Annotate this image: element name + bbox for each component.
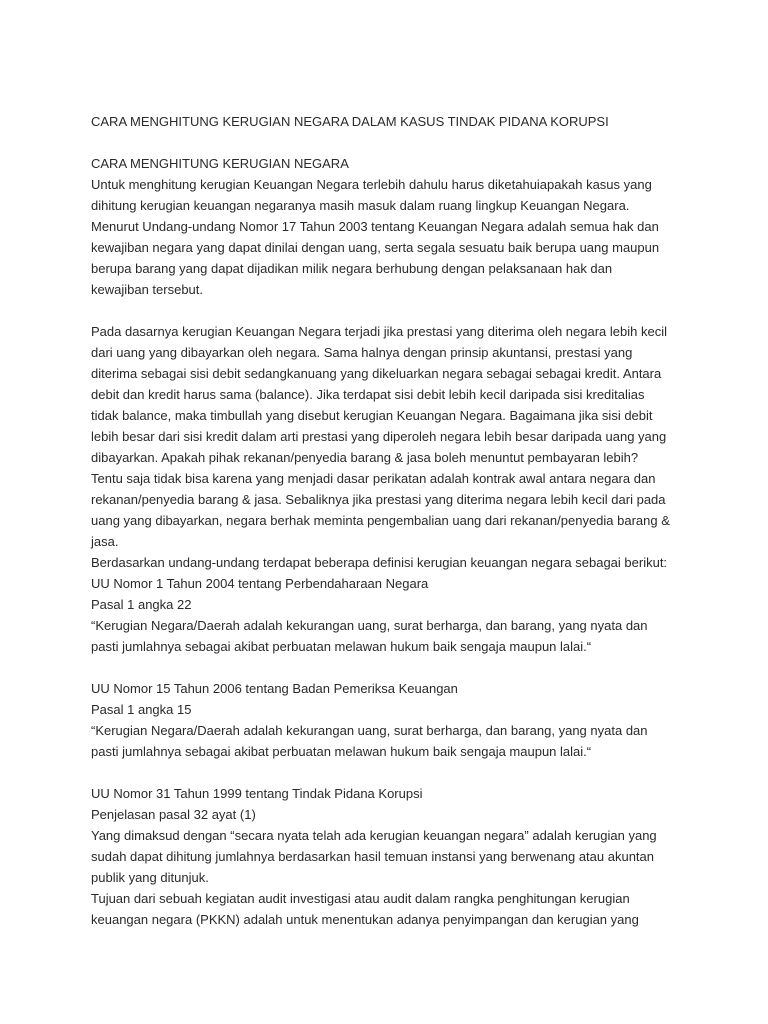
text-line: tidak balance, maka timbullah yang disebut kerugian Keuangan Negara. Bagaimana jika sisi debit — [91, 408, 653, 423]
paragraph-gap — [91, 762, 691, 783]
text-line: keuangan negara (PKKN) adalah untuk menentukan adanya penyimpangan dan kerugian yang — [91, 912, 639, 927]
text-line: berupa barang yang dapat dijadikan milik negara berhubung dengan pelaksanaan hak dan — [91, 261, 613, 276]
paragraph-block-4 — [91, 783, 691, 930]
text-line: Tentu saja tidak bisa karena yang menjadi dasar perikatan adalah kontrak awal antara negara dan — [91, 471, 656, 486]
law-reference: UU Nomor 15 Tahun 2006 tentang Badan Pemeriksa Keuangan — [91, 681, 458, 696]
paragraph-block-3 — [91, 678, 691, 762]
text-line: lebih besar dari sisi kredit dalam arti prestasi yang diperoleh negara lebih besar daripada uang yang — [91, 429, 667, 444]
text-line: Untuk menghitung kerugian Keuangan Negara terlebih dahulu harus diketahuiapakah kasus yang — [91, 177, 652, 192]
paragraph-gap — [91, 657, 691, 678]
section-heading: CARA MENGHITUNG KERUGIAN NEGARA — [91, 156, 349, 171]
text-line: jasa. — [91, 534, 119, 549]
text-line: rekanan/penyedia barang & jasa. Sebaliknya jika prestasi yang diterima negara lebih kecil dari pada — [91, 492, 666, 507]
text-line: dihitung kerugian keuangan negaranya masih masuk dalam ruang lingkup Keuangan Negara. — [91, 198, 630, 213]
document-title: CARA MENGHITUNG KERUGIAN NEGARA DALAM KASUS TINDAK PIDANA KORUPSI — [91, 114, 609, 129]
article-reference: Penjelasan pasal 32 ayat (1) — [91, 807, 256, 822]
text-line: Berdasarkan undang-undang terdapat beberapa definisi kerugian keuangan negara sebagai berikut: — [91, 555, 668, 570]
quoted-definition: “Kerugian Negara/Daerah adalah kekurangan uang, surat berharga, dan barang, yang nyata dan — [91, 618, 648, 633]
text-line: kewajiban negara yang dapat dinilai dengan uang, serta segala sesuatu baik berupa uang maupun — [91, 240, 660, 255]
law-reference: UU Nomor 31 Tahun 1999 tentang Tindak Pidana Korupsi — [91, 786, 423, 801]
law-reference: UU Nomor 1 Tahun 2004 tentang Perbendaharaan Negara — [91, 576, 429, 591]
text-line: kewajiban tersebut. — [91, 282, 204, 297]
article-reference: Pasal 1 angka 22 — [91, 597, 192, 612]
text-line: Pada dasarnya kerugian Keuangan Negara terjadi jika prestasi yang diterima oleh negara lebih kecil — [91, 324, 667, 339]
article-reference: Pasal 1 angka 15 — [91, 702, 192, 717]
paragraph-gap — [91, 300, 691, 321]
quoted-definition: “Kerugian Negara/Daerah adalah kekurangan uang, surat berharga, dan barang, yang nyata dan — [91, 723, 648, 738]
text-line: diterima sebagai sisi debit sedangkanuang yang dikeluarkan negara sebagai sebagai kredit. Antara — [91, 366, 662, 381]
text-line: dibayarkan. Apakah pihak rekanan/penyedia barang & jasa boleh menuntut pembayaran lebih? — [91, 450, 639, 465]
document-page — [91, 112, 691, 930]
text-line: Menurut Undang-undang Nomor 17 Tahun 2003 tentang Keuangan Negara adalah semua hak dan — [91, 219, 659, 234]
text-line: Yang dimaksud dengan “secara nyata telah ada kerugian keuangan negara” adalah kerugian yang — [91, 828, 657, 843]
quoted-definition: pasti jumlahnya sebagai akibat perbuatan melawan hukum baik sengaja maupun lalai.“ — [91, 744, 592, 759]
quoted-definition: pasti jumlahnya sebagai akibat perbuatan melawan hukum baik sengaja maupun lalai.“ — [91, 639, 592, 654]
text-line: dari uang yang dibayarkan oleh negara. Sama halnya dengan prinsip akuntansi, prestasi yang — [91, 345, 633, 360]
text-line: Tujuan dari sebuah kegiatan audit investigasi atau audit dalam rangka penghitungan kerugian — [91, 891, 630, 906]
paragraph-block-2 — [91, 321, 691, 657]
paragraph-block-1 — [91, 153, 691, 300]
text-line: publik yang ditunjuk. — [91, 870, 209, 885]
text-line: debit dan kredit harus sama (balance). Jika terdapat sisi debit lebih kecil daripada sisi kreditalias — [91, 387, 645, 402]
text-line: sudah dapat dihitung jumlahnya berdasarkan hasil temuan instansi yang berwenang atau akuntan — [91, 849, 654, 864]
text-line: uang yang dibayarkan, negara berhak meminta pengembalian uang dari rekanan/penyedia barang & — [91, 513, 670, 528]
